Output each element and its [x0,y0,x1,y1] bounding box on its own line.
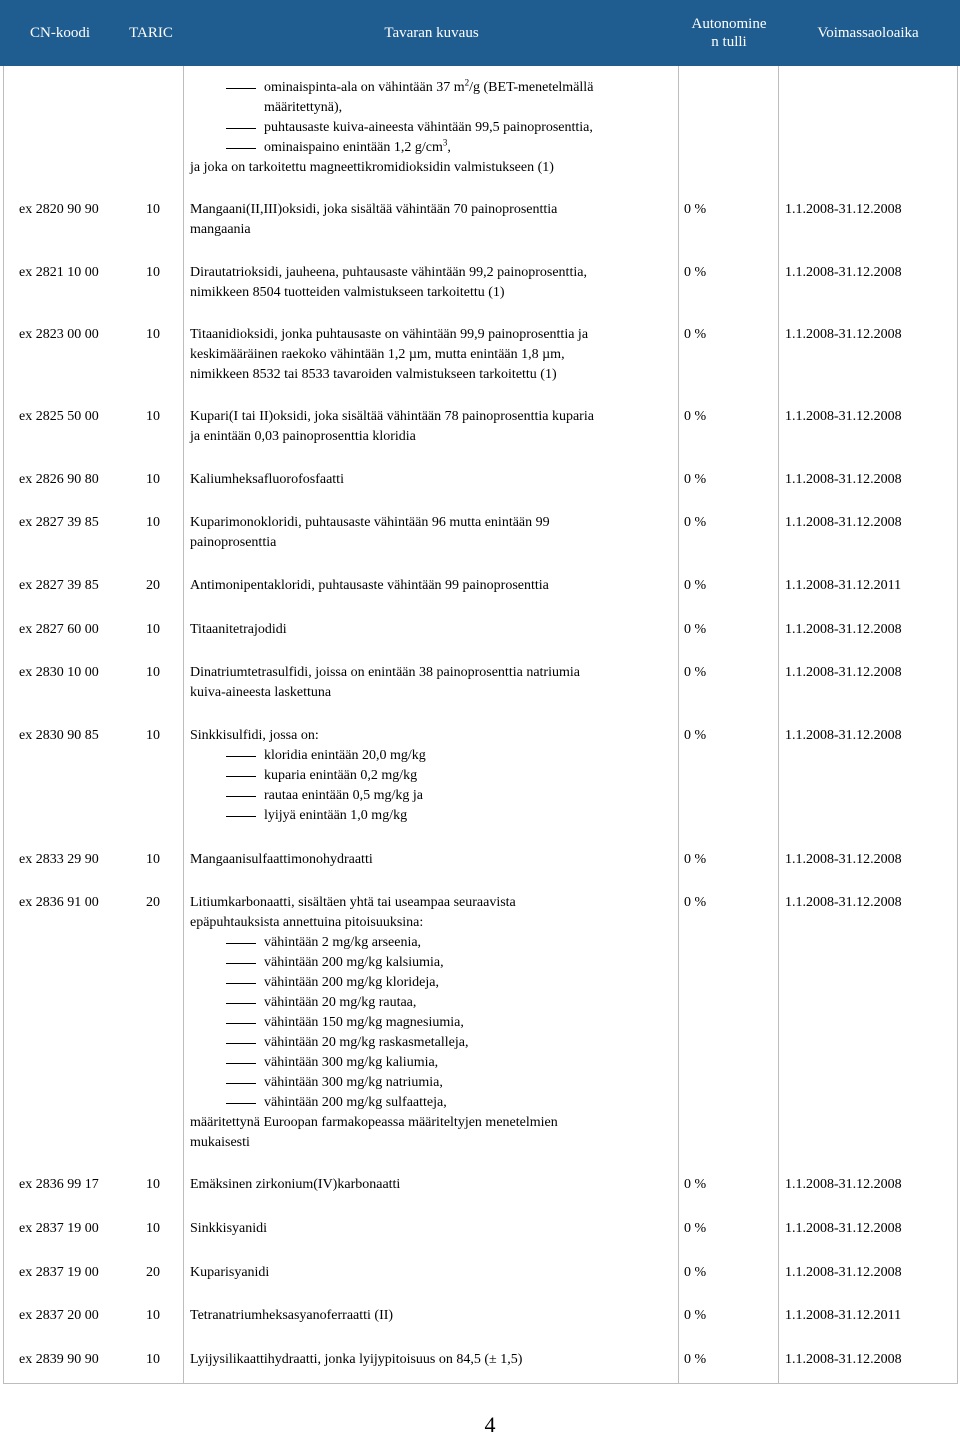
header-cn-code: CN-koodi [30,25,90,41]
description-line: ja joka on tarkoitettu magneettikromidioksidin valmistukseen (1) [190,160,554,175]
taric-code: 10 [146,622,160,637]
dash-item: vähintään 20 mg/kg rautaa, [190,993,675,1013]
taric-code: 10 [146,1221,160,1236]
taric-code: 10 [146,515,160,530]
cn-code: ex 2826 90 80 [19,472,99,487]
dash-item: lyijyä enintään 1,0 mg/kg [190,806,675,826]
description [190,620,675,640]
validity-period: 1.1.2008-31.12.2008 [785,1352,902,1367]
description-line: Mangaanisulfaattimonohydraatti [190,852,373,867]
description [190,470,675,490]
duty-rate: 0 % [684,578,707,593]
description [190,726,675,826]
taric-code: 10 [146,1308,160,1323]
description [190,663,675,703]
description-line: ja enintään 0,03 painoprosenttia kloridia [190,429,416,444]
validity-period: 1.1.2008-31.12.2008 [785,202,902,217]
validity-period: 1.1.2008-31.12.2008 [785,622,902,637]
dash-item: ominaispaino enintään 1,2 $g/cm^3$, [190,138,675,158]
dash-item: vähintään 200 mg/kg kalsiumia, [190,953,675,973]
taric-code: 20 [146,895,160,910]
duty-rate: 0 % [684,409,707,424]
continuation-description [190,78,675,178]
duty-rate: 0 % [684,1265,707,1280]
dash-item: ominaispinta-ala on vähintään 37 $m^2/g$ (BET-menetelmällä [190,78,675,98]
description-line: Emäksinen zirkonium(IV)karbonaatti [190,1177,401,1192]
validity-period: 1.1.2008-31.12.2008 [785,665,902,680]
taric-code: 10 [146,728,160,743]
description-line: Dirautatrioksidi, jauheena, puhtausaste vähintään 99,2 painoprosenttia, [190,265,587,280]
cn-code: ex 2836 99 17 [19,1177,99,1192]
description-line: mangaania [190,222,251,237]
dash-item: rautaa enintään 0,5 mg/kg ja [190,786,675,806]
taric-code: 10 [146,852,160,867]
page-number: 4 [484,1412,496,1437]
description-line: epäpuhtauksista annettuina pitoisuuksina: [190,915,424,930]
validity-period: 1.1.2008-31.12.2008 [785,409,902,424]
description [190,1263,675,1283]
validity-period: 1.1.2008-31.12.2008 [785,1265,902,1280]
description [190,1350,675,1370]
header-duty-line1: Autonomine [691,16,767,32]
header-duty [679,0,779,66]
description-line: Kuparimonokloridi, puhtausaste vähintään 96 mutta enintään 99 [190,515,550,530]
description-line: painoprosenttia [190,535,277,550]
validity-period: 1.1.2008-31.12.2008 [785,515,902,530]
dash-item: vähintään 2 mg/kg arseenia, [190,933,675,953]
table-border-left [3,66,4,1384]
header-validity: Voimassaoloaika [817,25,919,41]
description [190,513,675,553]
column-divider-duty [678,66,679,1384]
duty-rate: 0 % [684,1221,707,1236]
cn-code: ex 2820 90 90 [19,202,99,217]
table-border-bottom [3,1383,958,1384]
cn-code: ex 2833 29 90 [19,852,99,867]
description-line: kuiva-aineesta laskettuna [190,685,332,700]
validity-period: 1.1.2008-31.12.2008 [785,1221,902,1236]
table-border-right [957,66,958,1384]
description-line: määritettynä), [264,100,343,115]
cn-code: ex 2836 91 00 [19,895,99,910]
description [190,893,675,1153]
cn-code: ex 2837 19 00 [19,1221,99,1236]
header-description: Tavaran kuvaus [384,25,479,41]
dash-item: vähintään 300 mg/kg natriumia, [190,1073,675,1093]
dash-item: vähintään 300 mg/kg kaliumia, [190,1053,675,1073]
description [190,200,675,240]
taric-code: 10 [146,202,160,217]
cn-code: ex 2830 90 85 [19,728,99,743]
superscript: 3 [442,137,448,148]
description-line: Litiumkarbonaatti, sisältäen yhtä tai useampaa seuraavista [190,895,516,910]
cn-code: ex 2837 19 00 [19,1265,99,1280]
dash-item: vähintään 150 mg/kg magnesiumia, [190,1013,675,1033]
description [190,850,675,870]
description-line: Mangaani(II,III)oksidi, joka sisältää vähintään 70 painoprosenttia [190,202,558,217]
validity-period: 1.1.2008-31.12.2008 [785,895,902,910]
dash-item: kloridia enintään 20,0 mg/kg [190,746,675,766]
cn-code: ex 2839 90 90 [19,1352,99,1367]
description [190,1306,675,1326]
description-line: mukaisesti [190,1135,250,1150]
cn-code: ex 2827 39 85 [19,578,99,593]
dash-item: puhtausaste kuiva-aineesta vähintään 99,5 painoprosenttia, [190,118,675,138]
validity-period: 1.1.2008-31.12.2008 [785,265,902,280]
duty-rate: 0 % [684,472,707,487]
validity-period: 1.1.2008-31.12.2008 [785,728,902,743]
description-line: nimikkeen 8532 tai 8533 tavaroiden valmistukseen tarkoitettu (1) [190,367,557,382]
description-line: nimikkeen 8504 tuotteiden valmistukseen tarkoitettu (1) [190,285,505,300]
taric-code: 10 [146,1352,160,1367]
cn-code: ex 2830 10 00 [19,665,99,680]
description [190,407,675,447]
validity-period: 1.1.2008-31.12.2008 [785,852,902,867]
taric-code: 10 [146,265,160,280]
column-divider-desc [183,66,184,1384]
description [190,1219,675,1239]
validity-period: 1.1.2008-31.12.2008 [785,472,902,487]
taric-code: 10 [146,472,160,487]
taric-code: 10 [146,327,160,342]
description [190,1175,675,1195]
dash-item: vähintään 200 mg/kg kloridejа, [190,973,675,993]
description-line: Kupari(I tai II)oksidi, joka sisältää vähintään 78 painoprosenttia kuparia [190,409,594,424]
duty-rate: 0 % [684,327,707,342]
description-line: Titaanidioksidi, jonka puhtausaste on vähintään 99,9 painoprosenttia ja [190,327,589,342]
cn-code: ex 2837 20 00 [19,1308,99,1323]
duty-rate: 0 % [684,665,707,680]
validity-period: 1.1.2008-31.12.2011 [785,1308,902,1323]
description-line: Dinatriumtetrasulfidi, joissa on enintään 38 painoprosenttia natriumia [190,665,580,680]
description [190,576,675,596]
duty-rate: 0 % [684,852,707,867]
description-line: Sinkkisulfidi, jossa on: [190,728,319,743]
duty-rate: 0 % [684,1308,707,1323]
cn-code: ex 2821 10 00 [19,265,99,280]
cn-code: ex 2827 39 85 [19,515,99,530]
description-line: Antimonipentakloridi, puhtausaste vähintään 99 painoprosenttia [190,578,549,593]
description-line: Tetranatriumheksasyanoferraatti (II) [190,1308,394,1323]
description-line: Sinkkisyanidi [190,1221,268,1236]
dash-item: vähintään 200 mg/kg sulfaatteja, [190,1093,675,1113]
duty-rate: 0 % [684,622,707,637]
cn-code: ex 2825 50 00 [19,409,99,424]
description-line: keskimääräinen raekoko vähintään 1,2 µm, mutta enintään 1,8 µm, [190,347,565,362]
cn-code: ex 2823 00 00 [19,327,99,342]
duty-rate: 0 % [684,1352,707,1367]
description-line: Titaanitetrajodidi [190,622,287,637]
taric-code: 20 [146,578,160,593]
duty-rate: 0 % [684,202,707,217]
description [190,325,675,385]
description [190,263,675,303]
table-header [0,0,960,66]
dash-item: vähintään 20 mg/kg raskasmetalleja, [190,1033,675,1053]
header-duty-line2: n tulli [711,34,747,50]
validity-period: 1.1.2008-31.12.2008 [785,327,902,342]
description-line: Kaliumheksafluorofosfaatti [190,472,344,487]
taric-code: 10 [146,409,160,424]
validity-period: 1.1.2008-31.12.2011 [785,578,902,593]
duty-rate: 0 % [684,515,707,530]
column-divider-validity [778,66,779,1384]
superscript: 2 [464,77,470,88]
duty-rate: 0 % [684,728,707,743]
validity-period: 1.1.2008-31.12.2008 [785,1177,902,1192]
cn-code: ex 2827 60 00 [19,622,99,637]
duty-rate: 0 % [684,895,707,910]
description-line: määritettynä Euroopan farmakopeassa määriteltyjen menetelmien [190,1115,558,1130]
duty-rate: 0 % [684,1177,707,1192]
description-line: Lyijysilikaattihydraatti, jonka lyijypitoisuus on 84,5 (± 1,5) [190,1352,523,1367]
taric-code: 20 [146,1265,160,1280]
header-taric: TARIC [129,25,173,41]
dash-item: kuparia enintään 0,2 mg/kg [190,766,675,786]
taric-code: 10 [146,1177,160,1192]
taric-code: 10 [146,665,160,680]
description-line: Kuparisyanidi [190,1265,270,1280]
duty-rate: 0 % [684,265,707,280]
